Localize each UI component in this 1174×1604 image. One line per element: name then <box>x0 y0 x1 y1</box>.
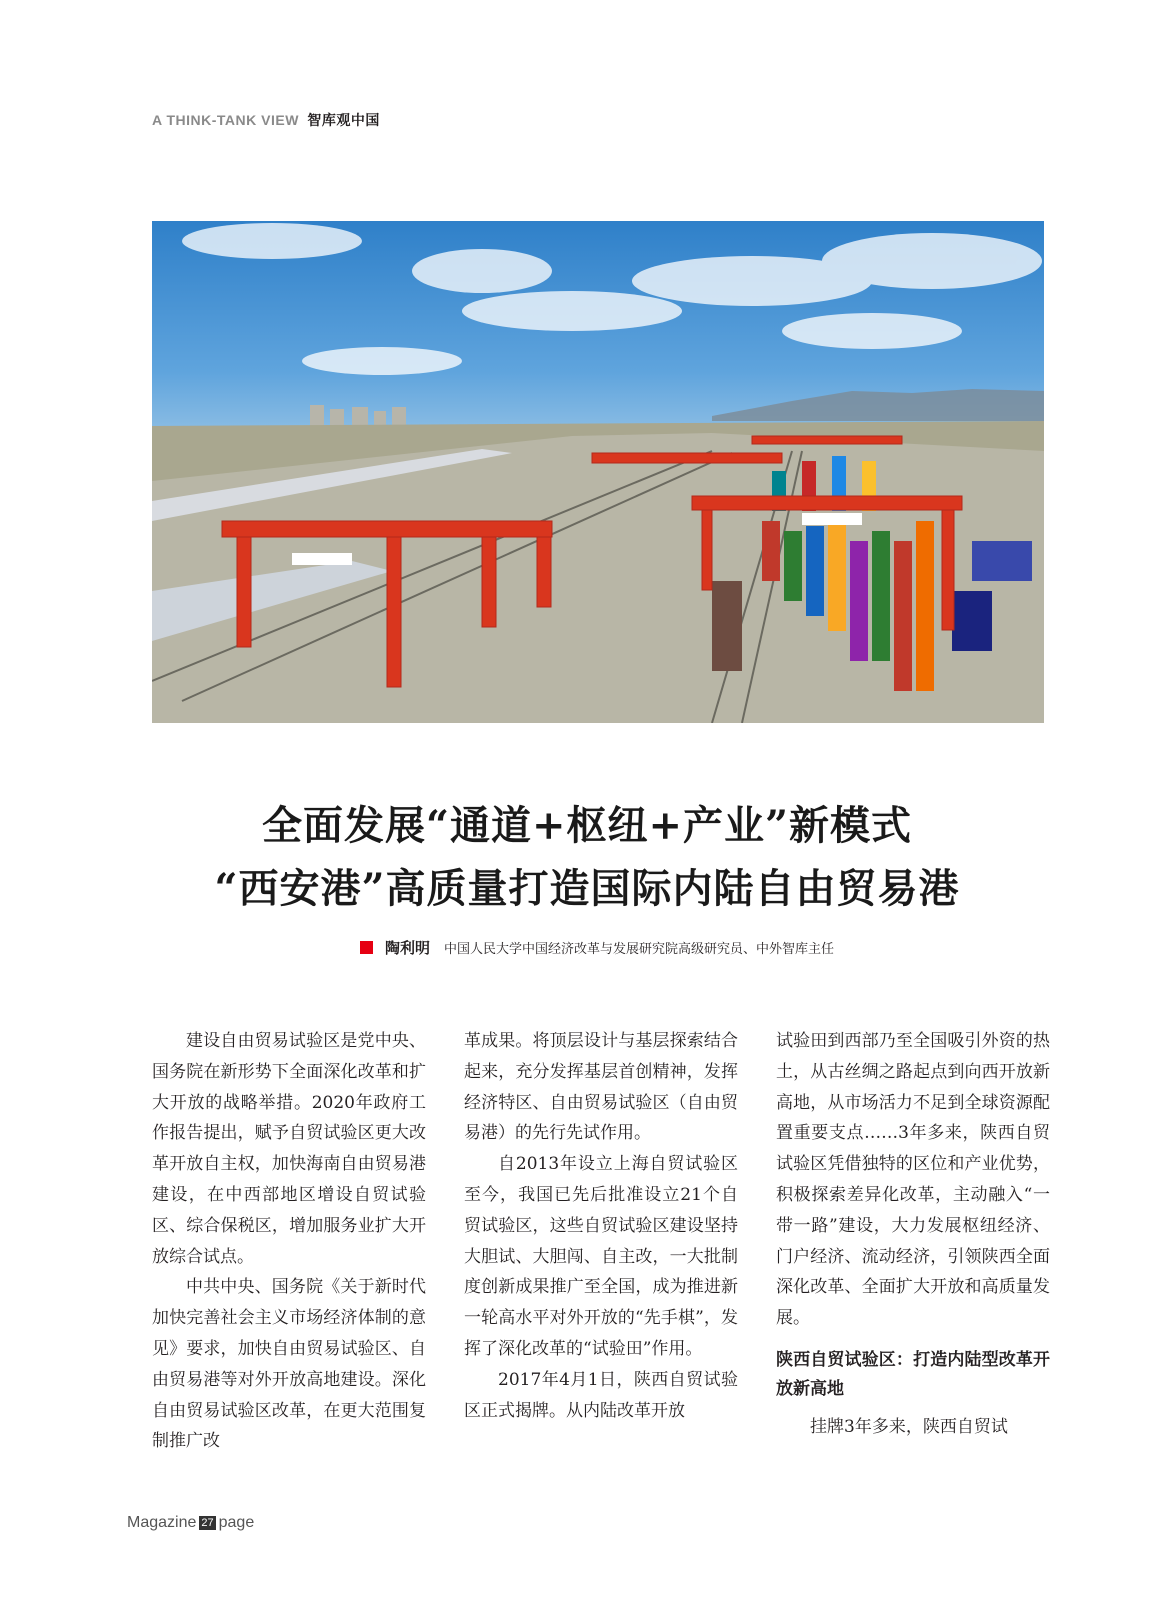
author-affiliation: 中国人民大学中国经济改革与发展研究院高级研究员、中外智库主任 <box>444 942 835 957</box>
container-port-illustration <box>152 221 1044 723</box>
cover-photo-container-port <box>152 221 1044 723</box>
paragraph: 挂牌3年多来，陕西自贸试 <box>810 1416 1008 1437</box>
section-subheading: 陕西自贸试验区：打造内陆型改革开放新高地 <box>776 1349 1050 1399</box>
body-column-1 <box>152 1026 426 1457</box>
body-column-3 <box>776 1026 1050 1443</box>
article-title-line-2: “西安港”高质量打造国际内陆自由贸易港 <box>214 865 960 912</box>
paragraph: 2017年4月1日，陕西自贸试验区正式揭牌。从内陆改革开放 <box>464 1369 738 1421</box>
section-header <box>152 110 380 130</box>
section-header-cn: 智库观中国 <box>307 113 380 129</box>
byline <box>360 937 834 958</box>
footer-page-label: page <box>218 1514 255 1531</box>
body-column-2 <box>464 1026 738 1426</box>
article-title-line-1: 全面发展“通道+枢纽+产业”新模式 <box>261 802 913 849</box>
footer-magazine-label: Magazine <box>127 1514 197 1531</box>
section-header-en: A THINK-TANK VIEW <box>152 112 299 128</box>
page-footer <box>127 1514 254 1532</box>
byline-marker <box>360 941 373 954</box>
paragraph: 自2013年设立上海自贸试验区至今，我国已先后批准设立21个自贸试验区，这些自贸试验区建设坚持大胆试、大胆闯、自主改，一大批制度创新成果推广至全国，成为推进新一轮高水平对外开放的“先手棋”，发挥了深化改革的“试验田”作用。 <box>464 1154 738 1359</box>
author-name: 陶利明 <box>385 939 431 957</box>
paragraph-continued: 试验田到西部乃至全国吸引外资的热土，从古丝绸之路起点到向西开放新高地，从市场活力不足到全球资源配置重要支点……3年多来，陕西自贸试验区凭借独特的区位和产业优势，积极探索差异化改革，主动融入“一带一路”建设，大力发展枢纽经济、门户经济、流动经济，引领陕西全面深化改革、全面扩大开放和高质量发展。 <box>776 1031 1050 1329</box>
paragraph-continued: 革成果。将顶层设计与基层探索结合起来，充分发挥基层首创精神，发挥经济特区、自由贸易试验区（自由贸易港）的先行先试作用。 <box>464 1031 738 1144</box>
page-number: 27 <box>201 1517 214 1529</box>
paragraph: 中共中央、国务院《关于新时代加快完善社会主义市场经济体制的意见》要求，加快自由贸易试验区、自由贸易港等对外开放高地建设。深化自由贸易试验区改革，在更大范围复制推广改 <box>152 1277 426 1452</box>
paragraph: 建设自由贸易试验区是党中央、国务院在新形势下全面深化改革和扩大开放的战略举措。2020年政府工作报告提出，赋予自贸试验区更大改革开放自主权，加快海南自由贸易港建设，在中西部地区增设自贸试验区、综合保税区，增加服务业扩大开放综合试点。 <box>152 1031 426 1267</box>
